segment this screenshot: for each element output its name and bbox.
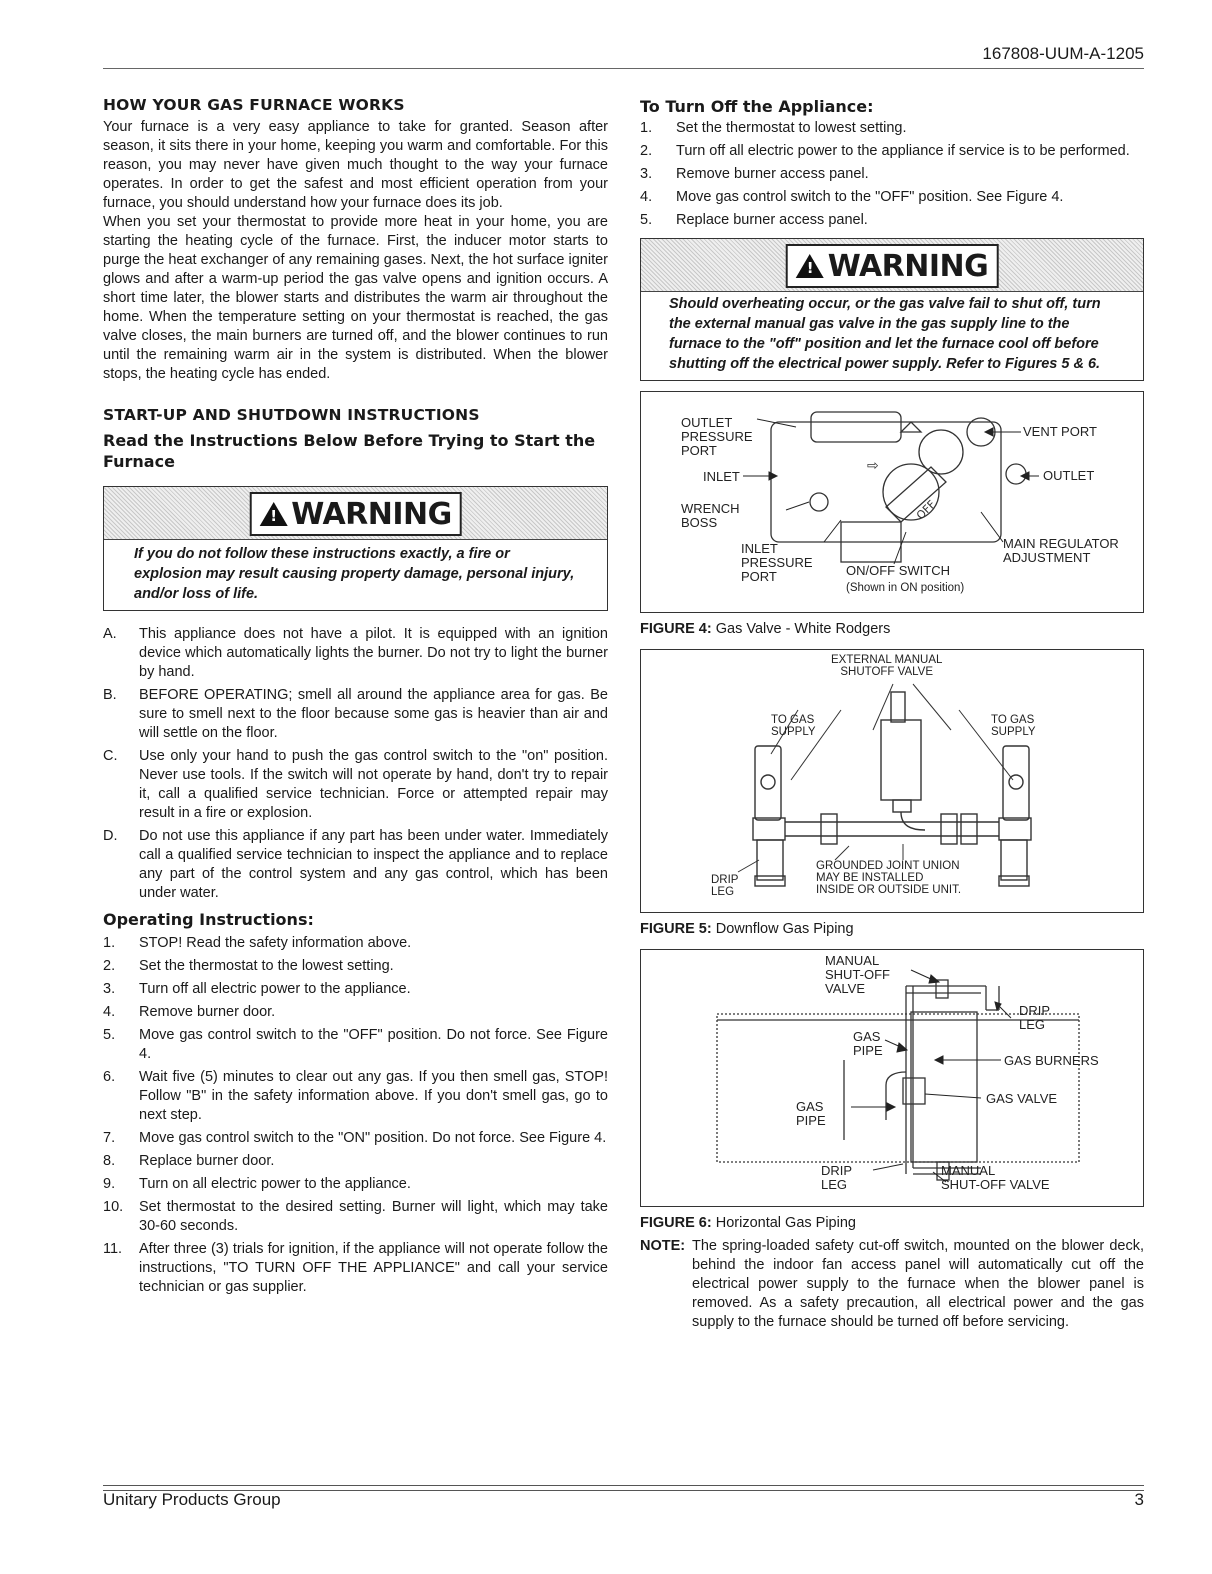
operating-heading: Operating Instructions: [103, 910, 314, 929]
list-marker: 1. [103, 935, 116, 951]
warning-box-fire [103, 486, 608, 611]
list-marker: 10. [103, 1199, 124, 1215]
label-onoff-switch: ON/OFF SWITCH [846, 563, 950, 578]
read-instructions-heading: Read the Instructions Below Before Trying to Start the Furnace [103, 431, 596, 471]
list-marker: 5. [640, 212, 653, 228]
figure-6-caption-text: Horizontal Gas Piping [711, 1215, 856, 1231]
label-shown-on: (Shown in ON position) [846, 582, 965, 594]
right-column [640, 96, 1144, 1332]
list-item [103, 980, 608, 999]
note-label: NOTE: [640, 1238, 686, 1254]
list-item-text: Move gas control switch to the "ON" position. Do not force. See Figure 4. [139, 1130, 607, 1146]
note-text: The spring-loaded safety cut-off switch, mounted on the blower deck, behind the indoor fan access panel will automatically cut off the electrical power supply to the furnace when the blower panel is removed. As a safety precaution, all electrical power and the gas supply to the furnace should be turned off before servicing. [692, 1238, 1144, 1330]
figure-6-horizontal-piping [640, 949, 1144, 1207]
list-marker: 7. [103, 1130, 116, 1146]
figure-4-gas-valve [640, 391, 1144, 613]
list-item [103, 1003, 608, 1022]
list-item [640, 165, 1144, 184]
list-item-text: Turn on all electric power to the appliance. [139, 1176, 411, 1192]
list-item-text: After three (3) trials for ignition, if the appliance will not operate follow the instructions, "TO TURN OFF THE APPLIANCE" and call your service technician or gas supplier. [139, 1241, 608, 1295]
label-to-gas-supply-right: TO GAS SUPPLY [991, 714, 1036, 738]
label-inlet-pressure-port: INLET PRESSURE PORT [741, 541, 813, 584]
turn-off-list [640, 119, 1144, 230]
list-item [103, 747, 608, 823]
list-marker: 3. [640, 166, 653, 182]
list-item-text: Replace burner access panel. [676, 212, 868, 228]
svg-text:OFF: OFF [913, 497, 939, 523]
list-item-text: Remove burner access panel. [676, 166, 869, 182]
list-item-text: Remove burner door. [139, 1004, 276, 1020]
list-item [103, 1152, 608, 1171]
list-item [103, 1129, 608, 1148]
label-gas-valve: GAS VALVE [986, 1091, 1058, 1106]
list-marker: 2. [640, 143, 653, 159]
list-item [640, 188, 1144, 207]
header-rule [103, 68, 1144, 69]
warning-banner [104, 487, 607, 540]
warning-text: If you do not follow these instructions exactly, a fire or explosion may result causing property damage, personal injury, and/or loss of life. [134, 546, 575, 602]
label-manual-shutoff-bottom: MANUAL SHUT-OFF VALVE [941, 1163, 1050, 1192]
list-item [640, 142, 1144, 161]
list-item [103, 1026, 608, 1064]
list-marker: 1. [640, 120, 653, 136]
list-marker: D. [103, 828, 118, 844]
list-item-text: Do not use this appliance if any part has been under water. Immediately call a qualified service technician to inspect the appliance and to replace any part of the control system and any gas control, which has been under water. [139, 828, 608, 901]
how-it-works-paragraph-2: When you set your thermostat to provide more heat in your home, you are starting the heating cycle of the furnace. First, the inducer motor starts to purge the heat exchanger of any remaining gases. Next, the hot surface igniter glows and after a warm-up period the gas valve opens and ignition occurs. A short time later, the blower starts and distributes the warm air throughout the home. When the temperature setting on your thermostat is reached, the gas valve closes, the main burners are turned off, and the blower continues to run until the remaining warm air in the system is distributed. When the blower stops, the heating cycle has ended. [103, 214, 608, 382]
label-gas-burners: GAS BURNERS [1004, 1053, 1099, 1068]
list-marker: 5. [103, 1027, 116, 1043]
list-marker: 4. [640, 189, 653, 205]
list-item-text: Turn off all electric power to the appliance if service is to be performed. [676, 143, 1130, 159]
note-paragraph [640, 1237, 1144, 1332]
list-item-text: Set the thermostat to lowest setting. [676, 120, 907, 136]
list-item [103, 1175, 608, 1194]
left-column [103, 96, 608, 1301]
list-item [103, 625, 608, 682]
figure-5-caption [640, 921, 1144, 937]
warning-label-text: WARNING [827, 248, 989, 284]
list-item [103, 1240, 608, 1297]
list-item-text: BEFORE OPERATING; smell all around the appliance area for gas. Be sure to smell next to the floor because some gas is heavier than air and will settle on the floor. [139, 687, 608, 741]
label-main-regulator: MAIN REGULATOR ADJUSTMENT [1003, 536, 1119, 565]
how-it-works-paragraph-1: Your furnace is a very easy appliance to take for granted. Season after season, it sits there in your home, keeping you warm and comfortable. For this reason, you may never have given much thought to the way your furnace operates. In order to get the safest and most efficient operation from your furnace, you should understand how your furnace does its job. [103, 119, 608, 211]
figure-4-caption [640, 621, 1144, 637]
list-marker: 3. [103, 981, 116, 997]
warning-label [786, 244, 999, 288]
label-gas-pipe-lower: GAS PIPE [796, 1099, 826, 1128]
list-marker: 9. [103, 1176, 116, 1192]
list-item [103, 957, 608, 976]
label-manual-shutoff-top: MANUAL SHUT-OFF VALVE [825, 953, 890, 996]
safety-list [103, 625, 608, 903]
figure-6-caption [640, 1215, 1144, 1231]
operating-list [103, 934, 608, 1297]
list-item-text: Set thermostat to the desired setting. Burner will light, which may take 30-60 seconds. [139, 1199, 608, 1234]
label-external-manual-valve: EXTERNAL MANUAL SHUTOFF VALVE [831, 654, 943, 678]
list-marker: 4. [103, 1004, 116, 1020]
list-item [103, 1198, 608, 1236]
list-marker: B. [103, 687, 117, 703]
page-number: 3 [1134, 1490, 1144, 1509]
document-number: 167808-UUM-A-1205 [982, 44, 1144, 63]
list-marker: 6. [103, 1069, 116, 1085]
list-item-text: This appliance does not have a pilot. It is equipped with an ignition device which automatically lights the burner. Do not try to light the burner by hand. [139, 626, 608, 680]
list-marker: 11. [103, 1241, 123, 1257]
list-marker: C. [103, 748, 118, 764]
list-item [103, 686, 608, 743]
list-marker: A. [103, 626, 117, 642]
list-item [103, 1068, 608, 1125]
warning-box-overheating [640, 238, 1144, 381]
label-drip-leg: DRIP LEG [711, 874, 739, 898]
list-item [640, 119, 1144, 138]
list-item-text: Set the thermostat to the lowest setting. [139, 958, 394, 974]
list-item-text: Turn off all electric power to the appliance. [139, 981, 411, 997]
figure-5-downflow-piping [640, 649, 1144, 913]
label-vent-port: VENT PORT [1023, 424, 1097, 439]
figure-4-caption-text: Gas Valve - White Rodgers [711, 621, 891, 637]
label-outlet: OUTLET [1043, 468, 1095, 483]
figure-5-caption-label: FIGURE 5: [640, 921, 712, 937]
label-grounded-joint: GROUNDED JOINT UNION MAY BE INSTALLED INSIDE OR OUTSIDE UNIT. [816, 860, 962, 896]
warning-text: Should overheating occur, or the gas valve fail to shut off, turn the external manual gas valve in the gas supply line to the furnace to the "off" position and let the furnace cool off before shutting off the electrical power supply. Refer to Figures 5 & 6. [669, 296, 1101, 372]
list-item-text: Wait five (5) minutes to clear out any gas. If you then smell gas, STOP! Follow "B" in the safety information above. If you don't smell gas, go to next step. [139, 1069, 608, 1123]
list-marker: 8. [103, 1153, 116, 1169]
how-it-works-heading: HOW YOUR GAS FURNACE WORKS [103, 96, 405, 114]
svg-text:⇨: ⇨ [867, 458, 879, 474]
footer-company: Unitary Products Group [103, 1490, 281, 1509]
warning-triangle-icon: ! [259, 502, 287, 526]
list-item-text: Move gas control switch to the "OFF" position. Do not force. See Figure 4. [139, 1027, 608, 1062]
list-item-text: Use only your hand to push the gas control switch to the "on" position. Never use tools. If the switch will not operate by hand, don't try to repair it, call a qualified service technician. Force or attempted repair may result in a fire or explosion. [139, 748, 608, 821]
label-wrench-boss: WRENCH BOSS [681, 501, 740, 530]
warning-label-text: WARNING [291, 496, 452, 532]
turn-off-heading: To Turn Off the Appliance: [640, 97, 874, 116]
figure-6-caption-label: FIGURE 6: [640, 1215, 712, 1231]
warning-banner [641, 239, 1143, 292]
list-item [640, 211, 1144, 230]
list-marker: 2. [103, 958, 116, 974]
list-item [103, 934, 608, 953]
warning-triangle-icon: ! [796, 254, 824, 278]
startup-heading: START-UP AND SHUTDOWN INSTRUCTIONS [103, 406, 480, 424]
label-to-gas-supply-left: TO GAS SUPPLY [771, 714, 816, 738]
label-inlet: INLET [703, 469, 740, 484]
label-drip-leg-bottom: DRIP LEG [821, 1163, 853, 1192]
label-drip-leg-top: DRIP LEG [1019, 1003, 1051, 1032]
list-item-text: Move gas control switch to the "OFF" position. See Figure 4. [676, 189, 1064, 205]
figure-5-caption-text: Downflow Gas Piping [711, 921, 854, 937]
label-gas-pipe-upper: GAS PIPE [853, 1029, 883, 1058]
label-outlet-pressure-port: OUTLET PRESSURE PORT [681, 415, 753, 458]
list-item-text: STOP! Read the safety information above. [139, 935, 412, 951]
list-item [103, 827, 608, 903]
list-item-text: Replace burner door. [139, 1153, 275, 1169]
warning-label [249, 492, 462, 536]
figure-4-caption-label: FIGURE 4: [640, 621, 712, 637]
horizontal-piping-drawing [641, 950, 1144, 1206]
